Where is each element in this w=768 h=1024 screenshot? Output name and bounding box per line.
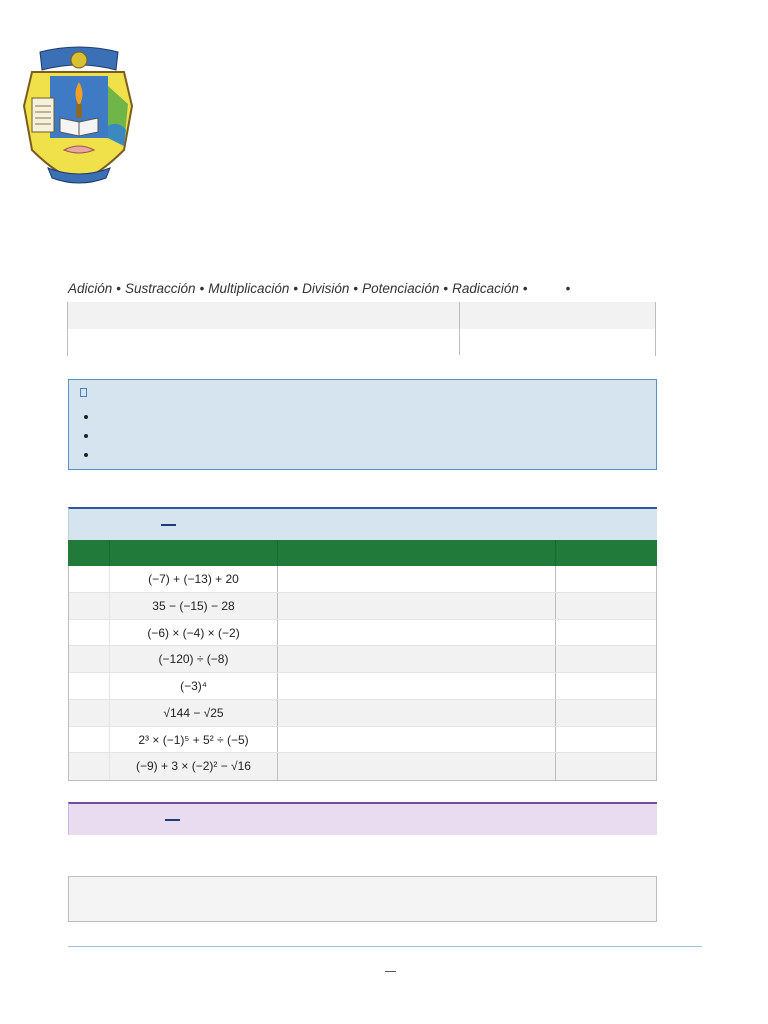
page-number-dash — [385, 971, 396, 972]
result-cell — [556, 593, 656, 619]
info-box — [68, 379, 657, 470]
table-row — [69, 700, 656, 727]
result-cell — [556, 673, 656, 699]
expression-cell: (−3)⁴ — [110, 673, 278, 699]
expression-cell: √144 − √25 — [110, 700, 278, 726]
result-cell — [556, 620, 656, 646]
table-header-row — [68, 540, 657, 566]
expression-cell: 2³ × (−1)⁵ + 5² ÷ (−5) — [110, 727, 278, 753]
expression-cell: (−9) + 3 × (−2)² − √16 — [110, 753, 278, 780]
table-row — [69, 646, 656, 673]
answer-box — [68, 876, 657, 922]
table-row — [69, 593, 656, 620]
answer-cell — [278, 566, 556, 592]
answer-cell — [278, 700, 556, 726]
separator: • — [116, 281, 122, 296]
expression-cell: 35 − (−15) − 28 — [110, 593, 278, 619]
column-divider — [109, 540, 110, 566]
table-row — [69, 753, 656, 780]
operation-item: División — [302, 281, 350, 296]
table-row — [68, 302, 655, 329]
column-divider — [459, 302, 460, 355]
result-cell — [556, 753, 656, 780]
separator: • — [353, 281, 359, 296]
operation-item: Adición — [68, 281, 113, 296]
separator: • — [199, 281, 205, 296]
problem-section-header — [68, 802, 657, 835]
heading-dash — [165, 819, 180, 821]
separator: • — [522, 281, 528, 296]
column-divider — [277, 540, 278, 566]
info-icon — [80, 388, 87, 397]
expression-cell: (−6) × (−4) × (−2) — [110, 620, 278, 646]
table-row — [69, 620, 656, 647]
operation-item: Multiplicación — [208, 281, 290, 296]
answer-cell — [278, 593, 556, 619]
exercise-table — [68, 566, 657, 781]
heading-dash — [161, 524, 176, 526]
answer-cell — [278, 646, 556, 672]
result-cell — [556, 700, 656, 726]
operation-item: Potenciación — [362, 281, 440, 296]
answer-cell — [278, 673, 556, 699]
result-cell — [556, 727, 656, 753]
operations-list — [68, 281, 574, 296]
separator: • — [565, 281, 571, 296]
expression-cell: (−120) ÷ (−8) — [110, 646, 278, 672]
operation-item: Radicación — [452, 281, 519, 296]
separator: • — [293, 281, 299, 296]
table-row — [69, 727, 656, 754]
school-crest-icon — [20, 46, 138, 188]
footer-divider — [68, 946, 702, 947]
expression-cell: (−7) + (−13) + 20 — [110, 566, 278, 592]
result-cell — [556, 566, 656, 592]
separator: • — [443, 281, 449, 296]
exercise-section-header — [68, 507, 657, 540]
operation-item: Sustracción — [125, 281, 196, 296]
answer-cell — [278, 620, 556, 646]
table-row — [69, 673, 656, 700]
column-divider — [555, 540, 556, 566]
summary-table — [67, 302, 656, 356]
info-list — [81, 407, 98, 464]
answer-cell — [278, 753, 556, 780]
result-cell — [556, 646, 656, 672]
table-row — [68, 329, 655, 356]
answer-cell — [278, 727, 556, 753]
table-row — [69, 566, 656, 593]
